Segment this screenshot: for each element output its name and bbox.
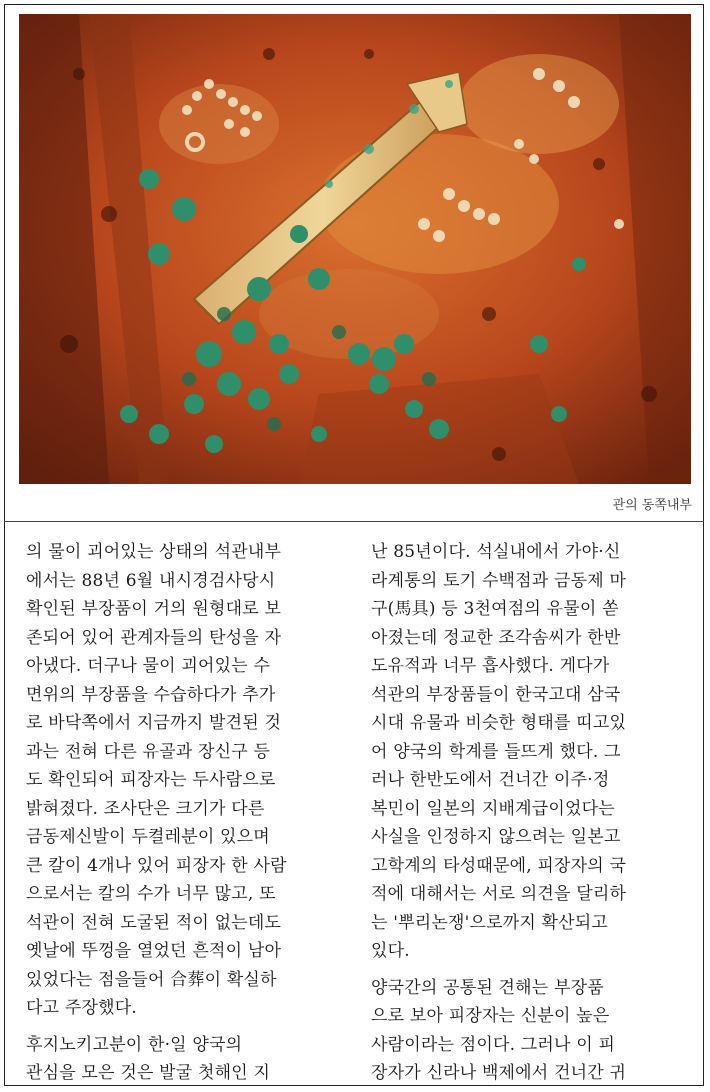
text-line: 있었다는 점을들어 合葬이 확실하 [26,969,277,990]
text-line: 존되어 있어 관계자들의 탄성을 자 [26,627,282,648]
text-line: 양국간의 공통된 견해는 부장품 [371,977,604,998]
text-line: 확인된 부장품이 거의 원형대로 보 [26,599,282,619]
text-line: 구(馬具) 등 3천여점의 유물이 쏟 [371,599,619,619]
article-column-left [26,538,346,1088]
article-column-right [371,538,691,1088]
text-line: 큰 칼이 4개나 있어 피장자 한 사람 [26,855,287,876]
text-line: 복민이 일본의 지배계급이었다는 [371,798,615,819]
paragraph-gap [371,966,691,974]
text-line: 과는 전혀 다른 유골과 장신구 등 [26,741,271,762]
text-line: 도 확인되어 피장자는 두사람으로 [26,770,276,790]
text-line: 도유적과 너무 흡사했다. 게다가 [371,656,610,676]
text-line: 장자가 신라나 백제에서 건너간 귀 [371,1063,627,1083]
excavation-photo [19,14,691,484]
text-line: 밝혀졌다. 조사단은 크기가 다른 [26,798,265,819]
text-line: 라계통의 토기 수백점과 금동제 마 [371,570,627,591]
text-line: 사실을 인정하지 않으려는 일본고 [371,827,621,847]
text-line: 관심을 모은 것은 발굴 첫해인 지 [26,1063,271,1083]
text-line: 있다. [371,941,410,961]
text-line: 아졌는데 정교한 조각솜씨가 한반 [371,627,621,648]
text-line: 고학계의 타성때문에, 피장자의 국 [371,855,627,876]
text-line: 로 바닥쪽에서 지금까지 발견된 것 [26,713,282,733]
text-line: 는 '뿌리논쟁'으로까지 확산되고 [371,912,609,933]
text-line: 난 85년이다. 석실내에서 가야·신 [371,542,621,562]
text-line: 사람이라는 점이다. 그러나 이 피 [371,1034,616,1055]
photo-caption: 관의 동쪽내부 [612,498,692,513]
text-line: 옛날에 뚜껑을 열었던 흔적이 남아 [26,941,282,961]
text-line: 시대 유물과 비슷한 형태를 띠고있 [371,713,627,733]
text-line: 러나 한반도에서 건너간 이주·정 [371,770,610,790]
text-line: 다고 주장했다. [26,998,137,1018]
text-line: 으로 보아 피장자는 신분이 높은 [371,1006,610,1026]
divider [4,521,704,522]
excavation-photo-image [19,14,691,484]
paragraph-gap [26,1023,346,1031]
text-line: 아냈다. 더구나 물이 괴어있는 수 [26,656,271,676]
text-line: 후지노키고분이 한·일 양국의 [26,1034,243,1055]
text-line: 의 물이 괴어있는 상태의 석관내부 [26,542,282,562]
text-line: 어 양국의 학계를 들뜨게 했다. 그 [371,741,621,762]
text-line: 금동제신발이 두켤레분이 있으며 [26,827,270,847]
text-line: 석관의 부장품들이 한국고대 삼국 [371,684,621,705]
text-line: 으로서는 칼의 수가 너무 많고, 또 [26,884,276,904]
text-line: 면위의 부장품을 수습하다가 추가 [26,684,276,705]
text-line: 에서는 88년 6월 내시경검사당시 [26,570,276,591]
text-line: 석관이 전혀 도굴된 적이 없는데도 [26,912,282,933]
text-line: 적에 대해서는 서로 의견을 달리하 [371,884,627,904]
